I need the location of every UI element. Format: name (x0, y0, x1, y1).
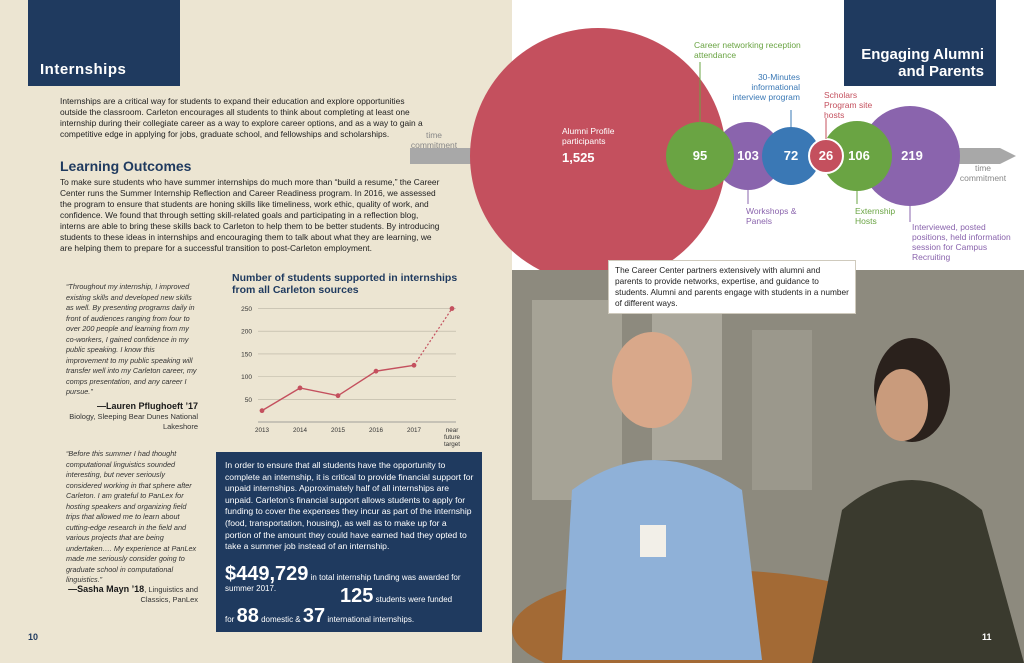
learning-outcomes-body: To make sure students who have summer internships do much more than “build a resume,” the Career Center runs the Summer Internship Reflection and Career Readiness program. In 2016, we assessed the program to ensure that students are honing skills like timeliness, work ethic, quality of work, and confidence. We found that through setting skill-related goals and participating in a reflection blog, interns are able to bring these skills back to Carleton to help them to be better students. By introducing students to these ideas in internships and encouraging them to talk about what they are learning, we are helping them to prepare for a successful transition to post-Carleton employment. (60, 177, 440, 253)
circle-value-externship: 106 (848, 148, 870, 163)
data-point (412, 363, 417, 368)
alumni-timeline-graphic (0, 0, 1024, 270)
alumni-title: Engaging Alumni and Parents (861, 46, 984, 80)
x-tick-label: 2013 (254, 427, 270, 434)
x-tick-label: near future target (443, 427, 461, 448)
circle-value-campus-recruiting: 219 (901, 148, 923, 163)
data-line-projected (414, 309, 452, 366)
students-line-chart (228, 298, 468, 450)
data-point (260, 408, 265, 413)
for-label: for (225, 615, 235, 624)
attribution-name: —Sasha Mayn ’18 (68, 584, 145, 594)
international-text: international internships. (327, 615, 415, 624)
attribution-affiliation: , Linguistics and Classics, PanLex (140, 585, 198, 604)
quote-mayn: “Before this summer I had thought computational linguistics sounded interesting, but never seriously considered working in that sphere after Carleton. I am grateful to PanLex for hosting speakers and organizing field trips that allowed me to learn about cutting-edge research in the field and various projects that are being undertaken…. My experience at PanLex made me seriously consider going to graduate school in computational linguistics.” (66, 449, 197, 584)
students-funded-stat (340, 586, 480, 606)
y-tick-label: 200 (241, 328, 252, 336)
funding-body: In order to ensure that all students have the opportunity to complete an internship, it is critical to provide financial support for unpaid internships. Approximately half of all internships are unpaid. Carleton’s financial support allows students to apply for funding to cover the expenses they incur as part of the internship (food, transportation, housing), as well as to make up for a portion of the amount they could have earned had they opted to take a summer job instead of an internship. (225, 460, 474, 552)
time-label-right: time commitment (959, 163, 1007, 183)
circle-value-scholars: 26 (818, 148, 834, 163)
circle-value-workshops: 103 (737, 148, 759, 163)
x-tick-label: 2014 (292, 427, 308, 434)
data-line-actual (262, 365, 414, 410)
page-number-right: 11 (982, 632, 992, 642)
data-point (336, 393, 341, 398)
domestic-count: 88 (236, 605, 259, 627)
label-campus-recruiting: Interviewed, posted positions, held information session for Campus Recruiting (912, 222, 1011, 262)
time-label-left: time commitment (410, 130, 458, 150)
international-count: 37 (302, 605, 326, 627)
alumni-profile-label: Alumni Profile participants (562, 126, 615, 146)
alumni-student-photo (512, 270, 1024, 663)
circle-value-networking: 95 (692, 148, 708, 163)
funding-amount-text: in total internship funding was awarded for summer 2017. (225, 573, 461, 593)
y-tick-label: 100 (241, 374, 252, 382)
quote-pflughoeft: “Throughout my internship, I improved existing skills and developed new skills as well. By presenting programs daily in front of audiences ranging from four to over 200 people and learning from my co-workers, I gained confidence in my public speaking. I know this improvement to my public speaking will transfer well into my Carleton career, my comps presentation, and any career I pursue.” (66, 282, 197, 396)
internships-title: Internships (40, 61, 127, 78)
attribution-pflughoeft (58, 401, 198, 432)
label-interview: 30-Minutes informational interview program (732, 72, 800, 102)
label-scholars: Scholars Program site hosts (824, 90, 873, 120)
intro-paragraph: Internships are a critical way for students to expand their education and explore opportunities outside the classroom. Carleton encourages all students to think about completing at least one internship during their collegiate career as a way to explore career options, and as a way to gain a competitive edge in applying for jobs, graduate school, and fellowships and scholarships. (60, 96, 423, 139)
x-tick-label: 2017 (406, 427, 422, 434)
y-tick-label: 150 (241, 351, 252, 359)
x-tick-label: 2015 (330, 427, 346, 434)
students-funded-count: 125 (340, 585, 374, 607)
funding-amount: $449,729 (225, 563, 309, 585)
data-point (298, 386, 303, 391)
domestic-international-stat (225, 606, 480, 626)
alumni-callout: The Career Center partners extensively with alumni and parents to provide networks, expertise, and guidance to students. Alumni and parents engage with students in a number of different ways. (608, 260, 856, 314)
y-tick-label: 50 (244, 396, 252, 404)
data-point (374, 369, 379, 374)
chart-title: Number of students supported in internships from all Carleton sources (232, 272, 458, 296)
label-workshops: Workshops & Panels (746, 206, 797, 226)
data-point (450, 306, 455, 311)
photo-illustration (512, 270, 1024, 663)
circle-value-interview: 72 (783, 148, 799, 163)
x-tick-label: 2016 (368, 427, 384, 434)
label-externship: Externship Hosts (855, 206, 896, 226)
students-funded-text: students were funded (375, 595, 453, 604)
alumni-profile-value: 1,525 (562, 150, 595, 165)
y-tick-label: 250 (241, 306, 252, 314)
attribution-name: —Lauren Pflughoeft ’17 (96, 401, 198, 411)
funding-box (216, 452, 482, 632)
page-number-left: 10 (28, 632, 39, 642)
attribution-affiliation: Biology, Sleeping Bear Dunes National Lakeshore (69, 412, 198, 431)
label-networking: Career networking reception attendance (694, 40, 801, 60)
learning-outcomes-heading: Learning Outcomes (60, 158, 192, 174)
attribution-mayn (58, 584, 198, 605)
domestic-text: domestic & (261, 615, 301, 624)
